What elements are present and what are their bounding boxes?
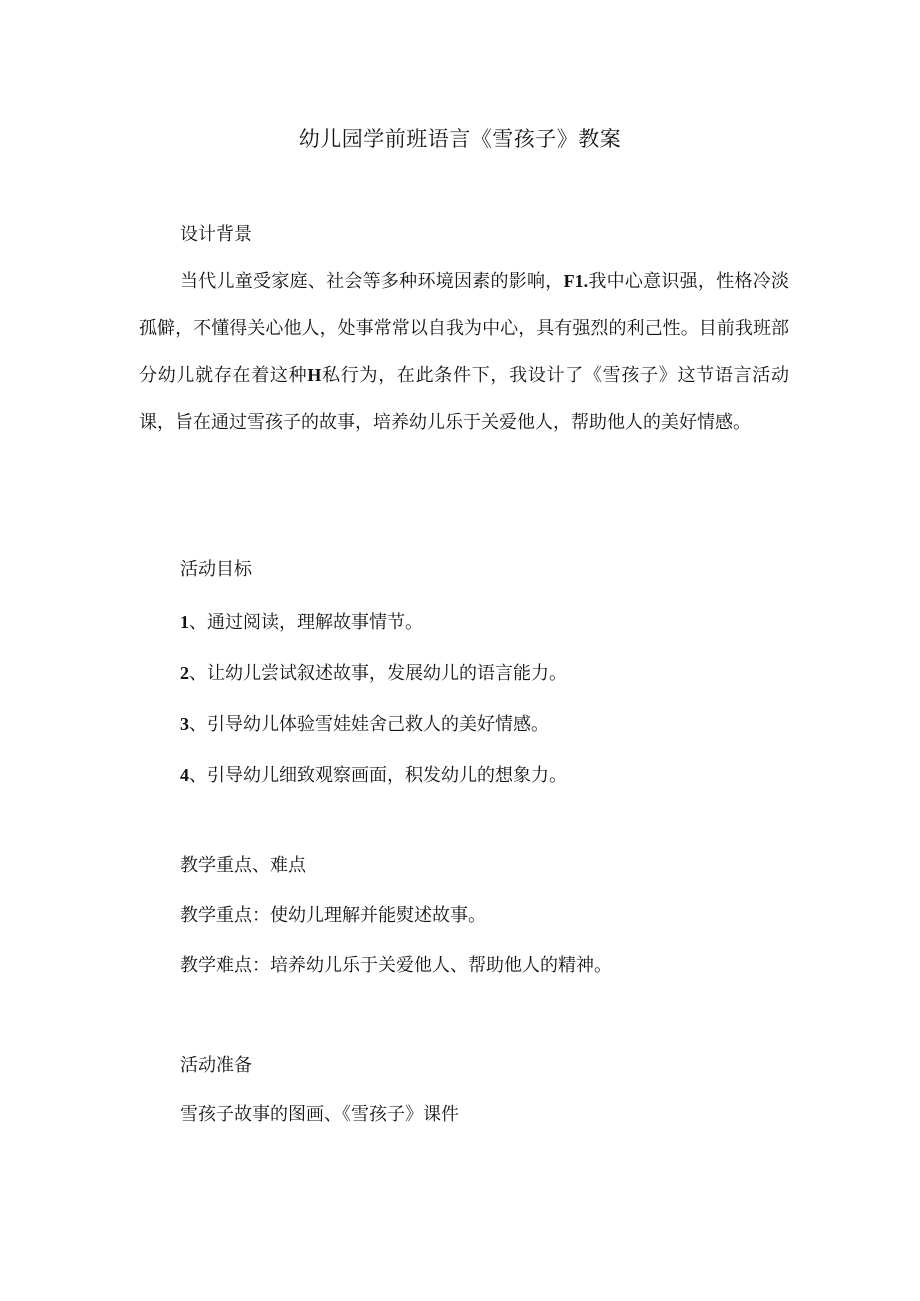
goal-number: 4 (180, 765, 189, 785)
goal-item (180, 609, 423, 636)
background-h: H (307, 365, 322, 385)
preparation-heading: 活动准备 (180, 1055, 252, 1076)
goal-number: 1 (180, 612, 189, 632)
background-text-1: 当代儿童受家庭、社会等多种环境因素的影响， (180, 271, 564, 292)
goal-text: 、引导幼儿体验雪娃娃舍己救人的美好情感。 (189, 714, 549, 735)
goal-item (180, 711, 549, 738)
goal-number: 2 (180, 663, 189, 683)
background-paragraph (139, 258, 789, 446)
goal-text: 、通过阅读，理解故事情节。 (189, 612, 423, 633)
teaching-difficulty: 教学难点：培养幼儿乐于关爱他人、帮助他人的精神。 (180, 955, 612, 976)
teaching-focus: 教学重点：使幼儿理解并能熨述故事。 (180, 905, 486, 926)
goal-item (180, 762, 567, 789)
goal-item (180, 660, 567, 687)
key-points-heading: 教学重点、难点 (180, 855, 306, 876)
goal-text: 、让幼儿尝试叙述故事，发展幼儿的语言能力。 (189, 663, 567, 684)
preparation-text: 雪孩子故事的图画、《雪孩子》课件 (180, 1104, 459, 1125)
goals-heading: 活动目标 (180, 559, 252, 580)
goal-text: 、引导幼儿细致观察画面，积发幼儿的想象力。 (189, 765, 567, 786)
background-f1: F1. (563, 271, 589, 291)
goal-number: 3 (180, 714, 189, 734)
background-heading: 设计背景 (180, 224, 252, 245)
background-text-3: 私行为，在此条件下，我设计了《雪孩子》这节语言活动课，旨在通过雪孩子的故事，培养幼儿乐于关爱他人，帮助他人的美好情感。 (139, 365, 790, 433)
document-title: 幼儿园学前班语言《雪孩子》教案 (298, 127, 622, 151)
background-text-2: 我中心意识强，性格冷淡孤僻，不懂得关心他人，处事常常以自我为中心，具有强烈的利己性。目前我班部分幼儿就存在着这种 (139, 271, 789, 386)
